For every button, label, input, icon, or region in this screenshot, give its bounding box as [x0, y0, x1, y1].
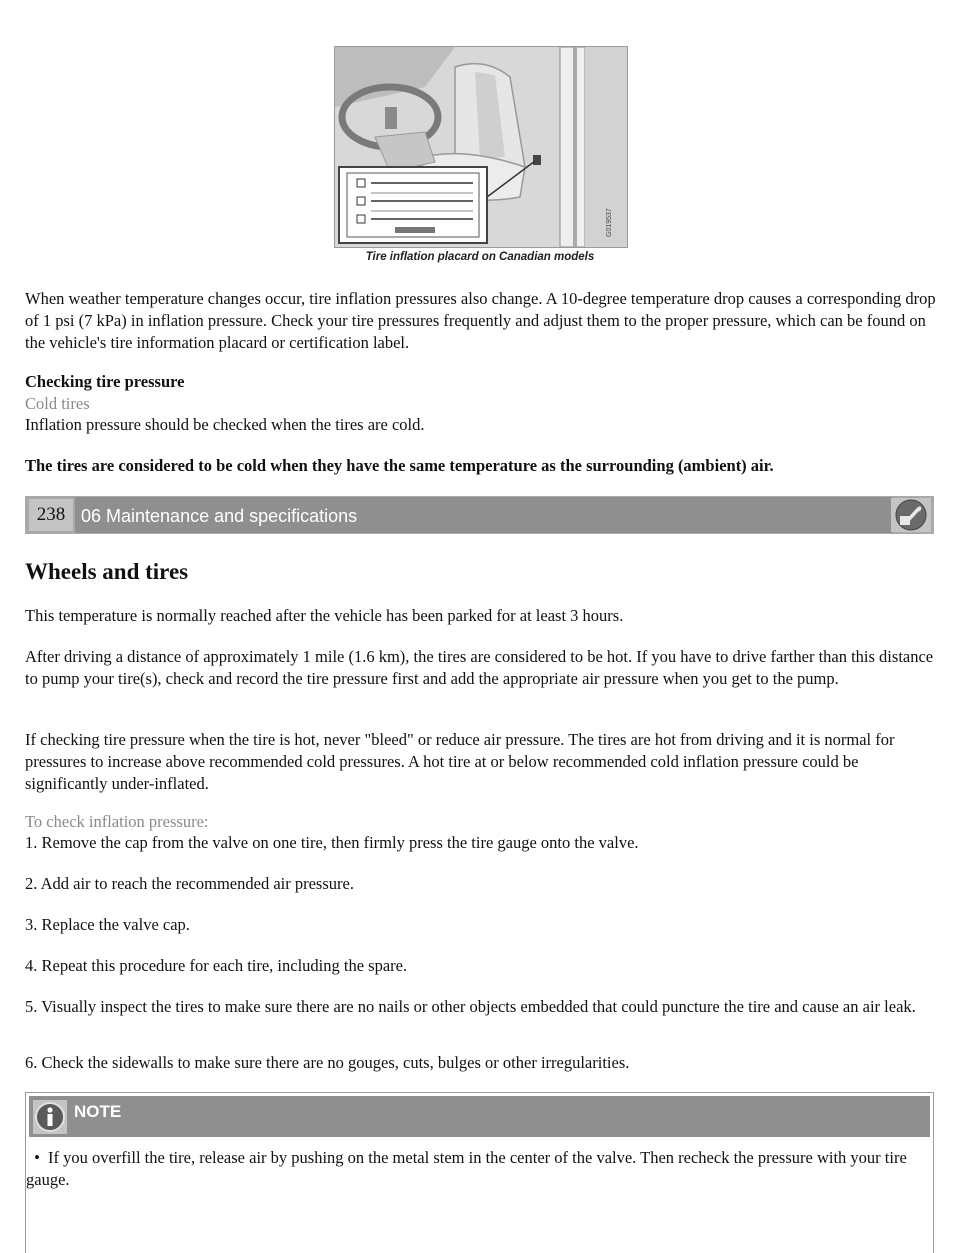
step-5: 5. Visually inspect the tires to make sure there are no nails or other objects embedded that could puncture the tire and cause an air leak.: [25, 997, 916, 1016]
figure-code: G019537: [606, 208, 613, 237]
note-bullet-text: If you overfill the tire, release air by pushing on the metal stem in the center of the valve. Then recheck the pressure with your tire gauge.: [26, 1148, 907, 1189]
wrench-icon: [891, 498, 931, 532]
cold-tires-subheading: Cold tires: [25, 394, 90, 413]
chapter-title: 06 Maintenance and specifications: [75, 497, 893, 533]
intro-paragraph: When weather temperature changes occur, tire inflation pressures also change. A 10-degree temperature drop causes a corresponding drop of 1 psi (7 kPa) in inflation pressure. Check your tire pressures frequently and adjust them to the proper pressure, which can be found on the vehicle's tire information placard or certification label.: [25, 289, 936, 352]
section-title: Wheels and tires: [25, 559, 189, 584]
bullet-dot: •: [34, 1148, 40, 1167]
info-icon: [33, 1100, 67, 1134]
steps-heading: To check inflation pressure:: [25, 812, 209, 831]
section-p3: If checking tire pressure when the tire is hot, never "bleed" or reduce air pressure. The tires are hot from driving and it is normal for pressures to increase above recommended cold pressures. A hot tire at or below recommended cold inflation pressure could be significantly under-inflated.: [25, 730, 895, 793]
cold-definition: The tires are considered to be cold when they have the same temperature as the surrounding (ambient) air.: [25, 456, 774, 475]
note-box: [25, 1092, 934, 1253]
note-label: NOTE: [74, 1102, 122, 1121]
step-1: 1. Remove the cap from the valve on one tire, then firmly press the tire gauge onto the valve.: [25, 833, 639, 852]
note-bullet: [26, 1147, 926, 1191]
section-p1: This temperature is normally reached after the vehicle has been parked for at least 3 hours.: [25, 606, 624, 625]
chapter-header-band: [25, 496, 934, 534]
step-6: 6. Check the sidewalls to make sure there are no gouges, cuts, bulges or other irregularities.: [25, 1053, 630, 1072]
car-interior-illustration: [335, 47, 627, 247]
step-3: 3. Replace the valve cap.: [25, 915, 190, 934]
note-header: [29, 1096, 930, 1137]
section-p2: After driving a distance of approximately 1 mile (1.6 km), the tires are considered to be hot. If you have to drive farther than this distance to pump your tire(s), check and record the tire pressure first and add the appropriate air pressure when you get to the pump.: [25, 647, 934, 688]
step-4: 4. Repeat this procedure for each tire, including the spare.: [25, 956, 408, 975]
cold-check-line: Inflation pressure should be checked when the tires are cold.: [25, 415, 425, 434]
checking-heading: Checking tire pressure: [25, 372, 185, 391]
page-number: 238: [29, 499, 73, 531]
step-2: 2. Add air to reach the recommended air pressure.: [25, 874, 354, 893]
figure-caption: Tire inflation placard on Canadian models: [365, 251, 595, 263]
tire-placard-figure: [334, 46, 628, 248]
